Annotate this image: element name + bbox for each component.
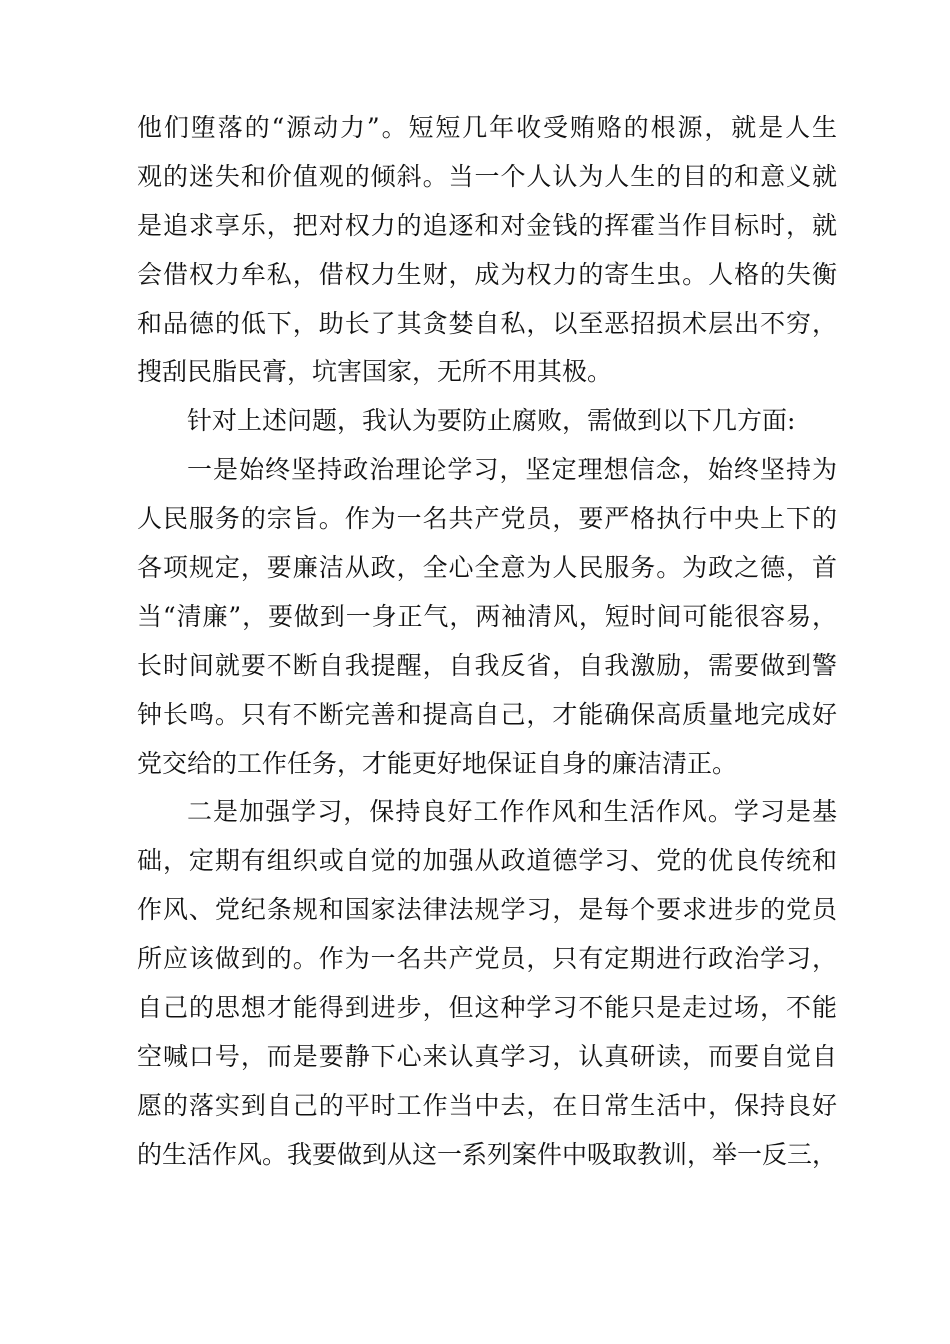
text-line: 长时间就要不断自我提醒，自我反省，自我激励，需要做到警 <box>137 650 837 680</box>
text-line: 会借权力牟私，借权力生财，成为权力的寄生虫。人格的失衡 <box>137 259 837 289</box>
text-line: 当“清廉”，要做到一身正气，两袖清风，短时间可能很容易， <box>137 601 837 631</box>
text-line: 党交给的工作任务，才能更好地保证自身的廉洁清正。 <box>137 748 738 778</box>
text-line: 人民服务的宗旨。作为一名共产党员，要严格执行中央上下的 <box>137 504 837 534</box>
text-line: 空喊口号，而是要静下心来认真学习，认真研读，而要自觉自 <box>137 1041 837 1071</box>
text-line: 础，定期有组织或自觉的加强从政道德学习、党的优良传统和 <box>137 846 837 876</box>
text-line: 是追求享乐，把对权力的追逐和对金钱的挥霍当作目标时，就 <box>137 210 837 240</box>
text-line: 的生活作风。我要做到从这一系列案件中吸取教训，举一反三， <box>137 1139 838 1169</box>
paragraph-first-line: 二是加强学习，保持良好工作作风和生活作风。学习是基 <box>187 797 837 827</box>
text-line: 各项规定，要廉洁从政，全心全意为人民服务。为政之德，首 <box>137 553 837 583</box>
text-line: 他们堕落的“源动力”。短短几年收受贿赂的根源，就是人生 <box>137 113 837 142</box>
text-line: 钟长鸣。只有不断完善和提高自己，才能确保高质量地完成好 <box>137 699 837 729</box>
text-line: 观的迷失和价值观的倾斜。当一个人认为人生的目的和意义就 <box>137 161 837 191</box>
text-line: 愿的落实到自己的平时工作当中去，在日常生活中，保持良好 <box>137 1090 837 1120</box>
text-line: 和品德的低下，助长了其贪婪自私，以至恶招损术层出不穷， <box>137 308 837 338</box>
paragraph-first-line: 针对上述问题，我认为要防止腐败，需做到以下几方面: <box>187 406 796 436</box>
text-line: 作风、党纪条规和国家法律法规学习，是每个要求进步的党员 <box>137 895 837 925</box>
paragraph-first-line: 一是始终坚持政治理论学习，坚定理想信念，始终坚持为 <box>187 455 837 485</box>
document-body <box>137 104 837 1180</box>
text-line: 搜刮民脂民膏，坑害国家，无所不用其极。 <box>137 357 613 387</box>
text-line: 自己的思想才能得到进步，但这种学习不能只是走过场，不能 <box>137 993 837 1023</box>
text-line: 所应该做到的。作为一名共产党员，只有定期进行政治学习， <box>137 944 837 974</box>
